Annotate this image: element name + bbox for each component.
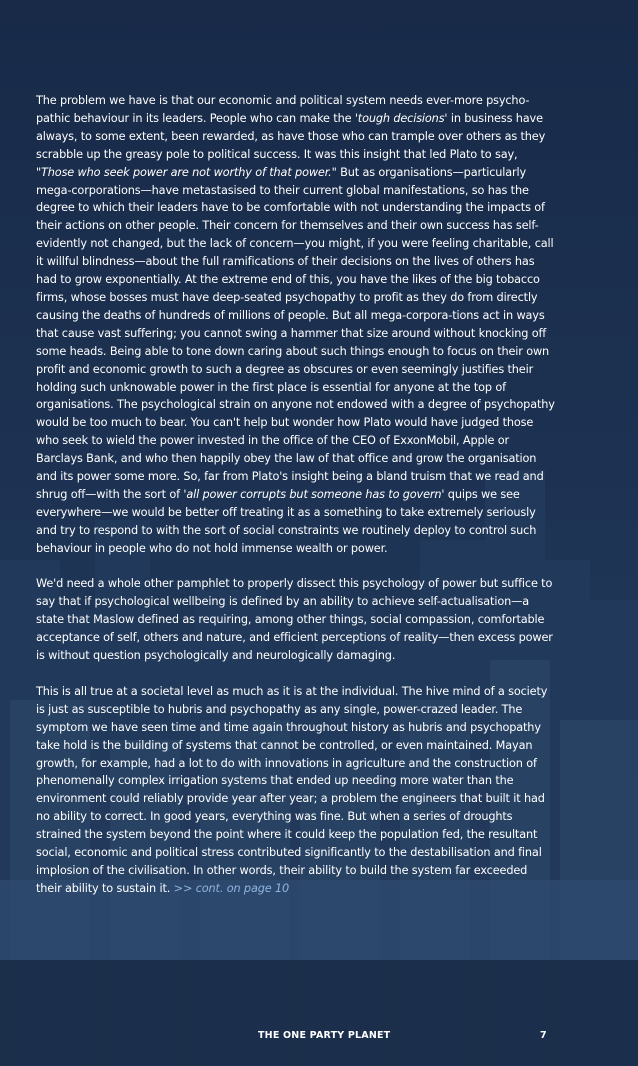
page-footer [0, 1030, 638, 1044]
publication-title: THE ONE PARTY PLANET [258, 1030, 391, 1041]
paragraph-3 [36, 683, 556, 898]
page-number: 7 [540, 1030, 547, 1041]
text-segment: The problem we have is that our economic and political system needs ever-more psycho-pathic behaviour in its leaders. People who can make the [36, 94, 530, 125]
paragraph-2: We'd need a whole other pamphlet to properly dissect this psychology of power but suffice to say that if psychological wellbeing is defined by an ability to achieve self-actualisation—a state that Maslow defined as requiring, among other things, social compassion, comfortable acceptance of self, others and nature, and efficient perceptions of reality—then excess power is without question psychologically and neurologically damaging. [36, 577, 553, 663]
text-segment: in business have always, to some extent, been rewarded, as have those who can trample over others as they scrabble up the greasy pole to political success. It was this insight that led Plato to say, [36, 111, 546, 161]
emphasis-quote: 'all power corrupts but someone has to govern' [183, 487, 445, 501]
text-segment: quips we see everywhere—we would be better off treating it as a something to take extremely seriously and try to respond to with the sort of social constraints we routinely deploy to control such behaviour in people who do not hold immense wealth or power. [36, 487, 537, 555]
plato-quote: "Those who seek power are not worthy of that power." [36, 165, 337, 179]
emphasis-quote: 'tough decisions' [354, 111, 448, 125]
text-segment: But as organisations—particularly mega-corporations—have metastasised to their current global manifestations, so has the degree to which their leaders have to be comfortable with not understanding the impacts of their actions on other people. Their concern for themselves and their own success has self-evidently not changed, but the lack of concern—you might, if you were feeling charitable, call it willful blindness—about the full ramifications of their decisions on the lives of others has had to grow exponentially. At the extreme end of this, you have the likes of the big tobacco firms, whose bosses must have deep-seated psychopathy to profit as they do from directly causing the deaths of hundreds of millions of people. But all mega-corpora-tions act in ways that cause vast suffering; you cannot swing a hammer that size around without knocking off some heads. Being able to tone down caring about such things enough to focus on their own profit and economic growth to such a degree as obscures or even seemingly justifies their holding such unknowable power in the first place is essential for anyone at the top of organisations. The psychological strain on anyone not endowed with a degree of psychopathy would be too much to bear. You can't help but wonder how Plato would have judged those who seek to wield the power invested in the office of the CEO of ExxonMobil, Apple or Barclays Bank, and who then happily obey the law of that office and grow the organisation and its power some more. So, far from Plato's insight being a bland truism that we read and shrug off—with the sort of [36, 165, 555, 501]
text-segment: This is all true at a societal level as much as it is at the individual. The hive mind of a society is just as susceptible to hubris and psychopathy as any single, power-crazed leader. The symptom we have seen time and time again throughout history as hubris and psychopathy take hold is the building of systems that cannot be controlled, or even maintained. Mayan growth, for example, had a lot to do with innovations in agriculture and the construction of phenomenally complex irrigation systems that ended up needing more water than the environment could reliably provide year after year; a problem the engineers that built it had no ability to correct. In good years, everything was fine. But when a series of droughts strained the system beyond the point where it could keep the population fed, the resultant social, economic and political stress contributed significantly to the destabilisation and final implosion of the civilisation. In other words, their ability to build the system far exceeded their ability to sustain it. [36, 684, 548, 895]
paragraph-1 [36, 92, 556, 558]
continued-on-link[interactable]: >> cont. on page 10 [173, 881, 290, 895]
article-body [36, 92, 556, 916]
